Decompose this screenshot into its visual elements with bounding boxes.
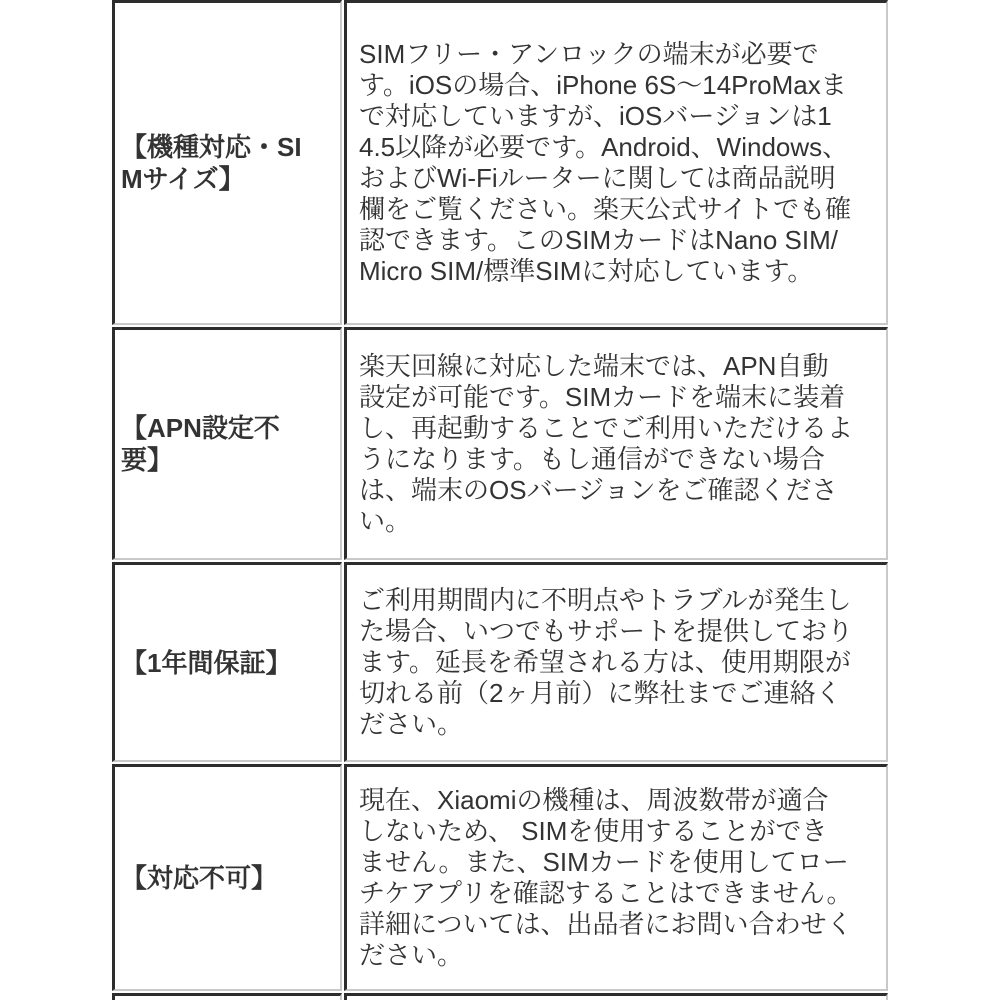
spec-description-cell bbox=[344, 993, 888, 1000]
spec-table bbox=[110, 0, 890, 1000]
spec-description: 現在、Xiaomiの機種は、周波数帯が適合しないため、 SIMを使用することができません。また、SIMカードを使用してローチケアプリを確認することはできません。詳細については、出品者にお問い合わせください。 bbox=[359, 785, 853, 970]
spec-table-row bbox=[112, 0, 888, 325]
spec-description-cell bbox=[344, 562, 888, 762]
spec-label: 【対応不可】 bbox=[121, 863, 278, 893]
spec-description-cell bbox=[344, 0, 888, 325]
spec-table-body bbox=[112, 0, 888, 1000]
spec-label-cell bbox=[112, 327, 342, 560]
spec-table-row bbox=[112, 327, 888, 560]
spec-description-cell bbox=[344, 327, 888, 560]
spec-label-cell bbox=[112, 993, 342, 1000]
spec-label-cell bbox=[112, 764, 342, 991]
spec-table-row bbox=[112, 764, 888, 991]
spec-description-cell bbox=[344, 764, 888, 991]
spec-description: ご利用期間内に不明点やトラブルが発生した場合、いつでもサポートを提供しております。延長を希望される方は、使用期限が切れる前（2ヶ月前）に弊社までご連絡ください。 bbox=[359, 585, 854, 739]
spec-table-row bbox=[112, 993, 888, 1000]
spec-description: SIMフリー・アンロックの端末が必要です。iOSの場合、iPhone 6S〜14ProMaxまで対応していますが、iOSバージョンは14.5以降が必要です。Android、Windows、およびWi-Fiルーターに関しては商品説明欄をご覧ください。楽天公式サイトでも確認できます。このSIMカードはNano SIM/Micro SIM/標準SIMに対応しています。 bbox=[359, 39, 852, 286]
spec-label-cell bbox=[112, 562, 342, 762]
spec-description: 楽天回線に対応した端末では、APN自動設定が可能です。SIMカードを端末に装着し、再起動することでご利用いただけるようになります。もし通信ができない場合は、端末のOSバージョンをご確認ください。 bbox=[359, 351, 854, 536]
spec-label: 【1年間保証】 bbox=[121, 647, 292, 678]
spec-label: 【機種対応・SIMサイズ】 bbox=[121, 132, 302, 194]
spec-label: 【APN設定不要】 bbox=[121, 413, 280, 475]
spec-label-cell bbox=[112, 0, 342, 325]
spec-table-row bbox=[112, 562, 888, 762]
